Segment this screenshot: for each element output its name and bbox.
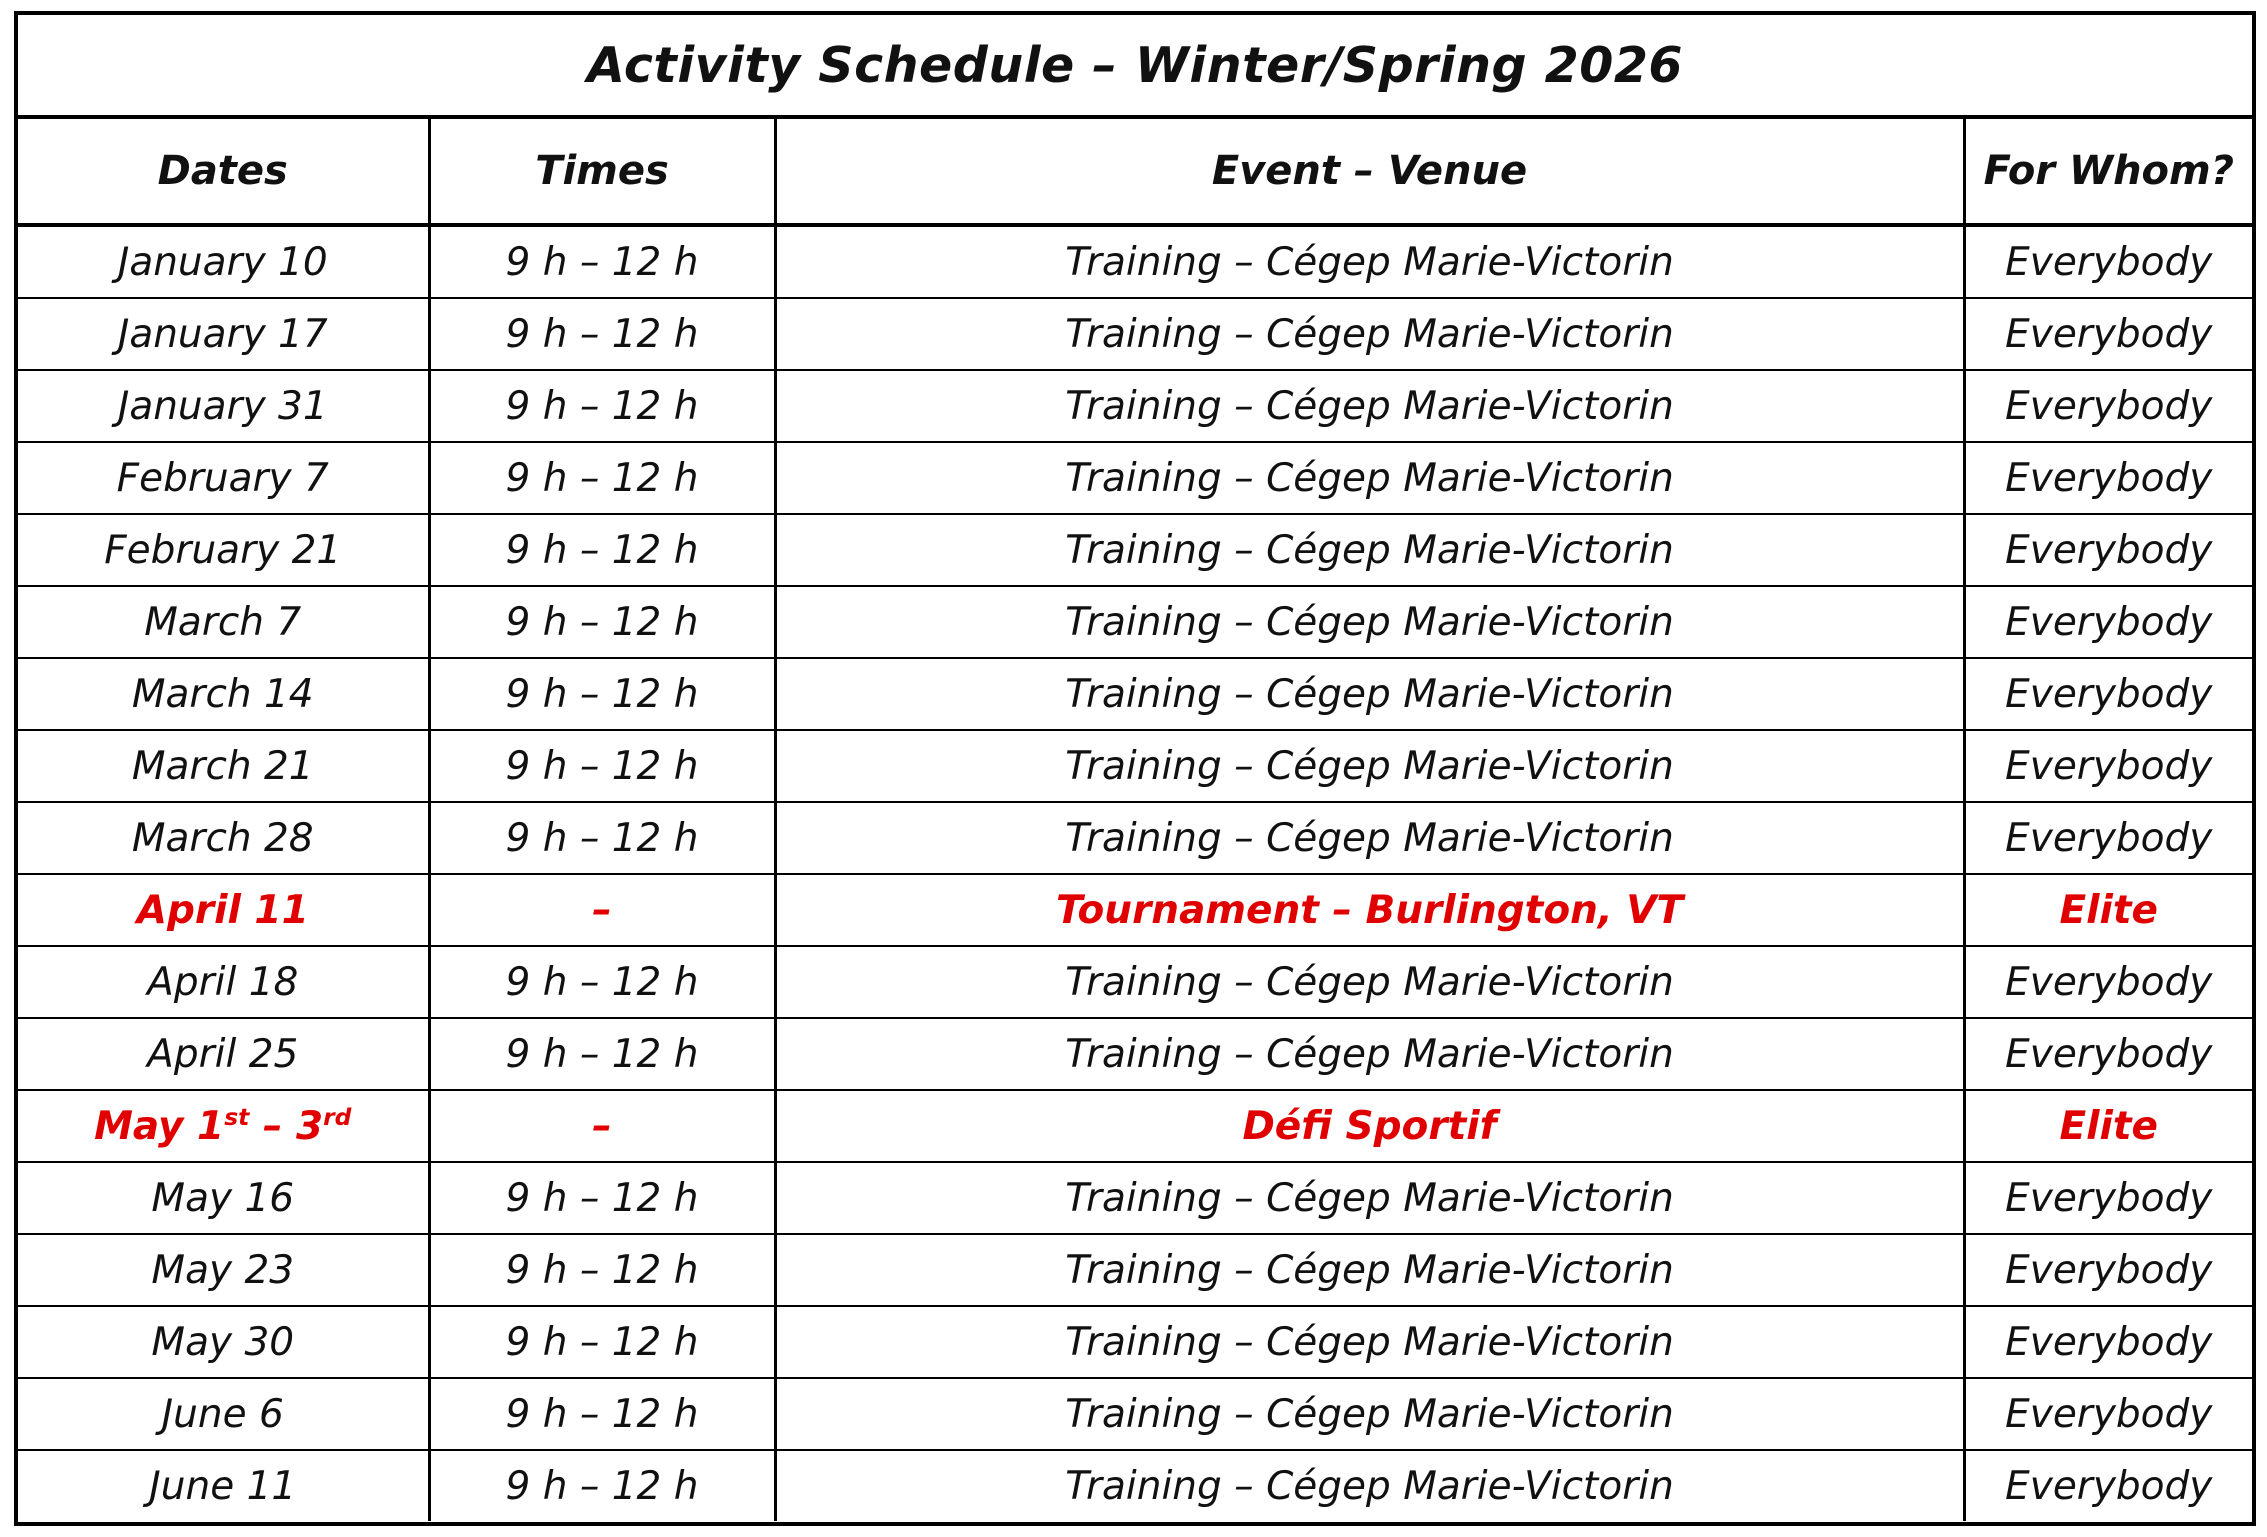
table-row bbox=[18, 298, 2252, 370]
event-cell: Training – Cégep Marie-Victorin bbox=[775, 730, 1964, 802]
event-cell: Training – Cégep Marie-Victorin bbox=[775, 514, 1964, 586]
time-cell: – bbox=[429, 874, 775, 946]
audience-cell: Everybody bbox=[1964, 1162, 2252, 1234]
date-cell bbox=[18, 1090, 429, 1162]
table-row bbox=[18, 1090, 2252, 1162]
schedule-sheet bbox=[14, 11, 2256, 1526]
title-bar bbox=[18, 15, 2252, 119]
column-header-times: Times bbox=[429, 119, 775, 225]
time-cell: 9 h – 12 h bbox=[429, 225, 775, 298]
event-cell: Défi Sportif bbox=[775, 1090, 1964, 1162]
time-cell: 9 h – 12 h bbox=[429, 442, 775, 514]
date-part: – 3 bbox=[249, 1104, 324, 1149]
event-cell: Training – Cégep Marie-Victorin bbox=[775, 586, 1964, 658]
event-cell: Training – Cégep Marie-Victorin bbox=[775, 1378, 1964, 1450]
audience-cell: Everybody bbox=[1964, 1306, 2252, 1378]
audience-cell: Everybody bbox=[1964, 298, 2252, 370]
date-cell: April 25 bbox=[18, 1018, 429, 1090]
audience-cell: Everybody bbox=[1964, 1018, 2252, 1090]
date-cell: January 31 bbox=[18, 370, 429, 442]
time-cell: 9 h – 12 h bbox=[429, 1306, 775, 1378]
event-cell: Training – Cégep Marie-Victorin bbox=[775, 946, 1964, 1018]
table-row bbox=[18, 586, 2252, 658]
audience-cell: Everybody bbox=[1964, 946, 2252, 1018]
date-cell: June 6 bbox=[18, 1378, 429, 1450]
audience-cell: Everybody bbox=[1964, 802, 2252, 874]
event-cell: Training – Cégep Marie-Victorin bbox=[775, 1306, 1964, 1378]
date-cell: February 21 bbox=[18, 514, 429, 586]
time-cell: 9 h – 12 h bbox=[429, 1162, 775, 1234]
date-cell: April 18 bbox=[18, 946, 429, 1018]
event-cell: Training – Cégep Marie-Victorin bbox=[775, 1162, 1964, 1234]
time-cell: 9 h – 12 h bbox=[429, 802, 775, 874]
event-cell: Training – Cégep Marie-Victorin bbox=[775, 1234, 1964, 1306]
date-cell: May 23 bbox=[18, 1234, 429, 1306]
date-ordinal-suffix: st bbox=[224, 1103, 250, 1131]
audience-cell: Elite bbox=[1964, 1090, 2252, 1162]
time-cell: 9 h – 12 h bbox=[429, 1018, 775, 1090]
schedule-body bbox=[18, 225, 2252, 1521]
table-row bbox=[18, 442, 2252, 514]
table-row bbox=[18, 802, 2252, 874]
event-cell: Training – Cégep Marie-Victorin bbox=[775, 1450, 1964, 1521]
time-cell: 9 h – 12 h bbox=[429, 1450, 775, 1521]
date-cell: January 17 bbox=[18, 298, 429, 370]
event-cell: Training – Cégep Marie-Victorin bbox=[775, 225, 1964, 298]
table-row bbox=[18, 514, 2252, 586]
time-cell: 9 h – 12 h bbox=[429, 514, 775, 586]
audience-cell: Everybody bbox=[1964, 1234, 2252, 1306]
table-row bbox=[18, 730, 2252, 802]
date-cell: May 30 bbox=[18, 1306, 429, 1378]
date-cell: June 11 bbox=[18, 1450, 429, 1521]
event-cell: Training – Cégep Marie-Victorin bbox=[775, 370, 1964, 442]
audience-cell: Everybody bbox=[1964, 514, 2252, 586]
table-row bbox=[18, 1018, 2252, 1090]
event-cell: Training – Cégep Marie-Victorin bbox=[775, 1018, 1964, 1090]
table-row bbox=[18, 225, 2252, 298]
column-header-whom: For Whom? bbox=[1964, 119, 2252, 225]
table-row bbox=[18, 1378, 2252, 1450]
date-cell: March 21 bbox=[18, 730, 429, 802]
table-row bbox=[18, 946, 2252, 1018]
date-cell: May 16 bbox=[18, 1162, 429, 1234]
audience-cell: Everybody bbox=[1964, 658, 2252, 730]
table-row bbox=[18, 370, 2252, 442]
table-row bbox=[18, 658, 2252, 730]
audience-cell: Everybody bbox=[1964, 225, 2252, 298]
date-cell: March 7 bbox=[18, 586, 429, 658]
event-cell: Training – Cégep Marie-Victorin bbox=[775, 658, 1964, 730]
audience-cell: Everybody bbox=[1964, 1450, 2252, 1521]
table-row bbox=[18, 1162, 2252, 1234]
schedule-table bbox=[18, 119, 2252, 1521]
event-cell: Tournament – Burlington, VT bbox=[775, 874, 1964, 946]
date-cell: February 7 bbox=[18, 442, 429, 514]
time-cell: 9 h – 12 h bbox=[429, 946, 775, 1018]
table-row bbox=[18, 1306, 2252, 1378]
audience-cell: Everybody bbox=[1964, 442, 2252, 514]
event-cell: Training – Cégep Marie-Victorin bbox=[775, 298, 1964, 370]
time-cell: – bbox=[429, 1090, 775, 1162]
audience-cell: Everybody bbox=[1964, 370, 2252, 442]
column-header-dates: Dates bbox=[18, 119, 429, 225]
date-cell: January 10 bbox=[117, 239, 328, 285]
time-cell: 9 h – 12 h bbox=[429, 370, 775, 442]
time-cell: 9 h – 12 h bbox=[429, 298, 775, 370]
time-cell: 9 h – 12 h bbox=[429, 658, 775, 730]
date-ordinal-suffix: rd bbox=[323, 1103, 352, 1131]
table-row bbox=[18, 874, 2252, 946]
date-part: May 1 bbox=[94, 1104, 225, 1149]
time-cell: 9 h – 12 h bbox=[429, 1234, 775, 1306]
time-cell: 9 h – 12 h bbox=[429, 586, 775, 658]
time-cell: 9 h – 12 h bbox=[429, 730, 775, 802]
table-row bbox=[18, 1450, 2252, 1521]
audience-cell: Elite bbox=[1964, 874, 2252, 946]
schedule-title: Activity Schedule – Winter/Spring 2026 bbox=[586, 36, 1684, 94]
time-cell: 9 h – 12 h bbox=[429, 1378, 775, 1450]
date-cell: April 11 bbox=[18, 874, 429, 946]
header-row bbox=[18, 119, 2252, 225]
table-row bbox=[18, 1234, 2252, 1306]
date-cell: March 14 bbox=[18, 658, 429, 730]
audience-cell: Everybody bbox=[1964, 730, 2252, 802]
audience-cell: Everybody bbox=[1964, 1378, 2252, 1450]
audience-cell: Everybody bbox=[1964, 586, 2252, 658]
date-cell: March 28 bbox=[18, 802, 429, 874]
event-cell: Training – Cégep Marie-Victorin bbox=[775, 442, 1964, 514]
column-header-event: Event – Venue bbox=[775, 119, 1964, 225]
event-cell: Training – Cégep Marie-Victorin bbox=[775, 802, 1964, 874]
